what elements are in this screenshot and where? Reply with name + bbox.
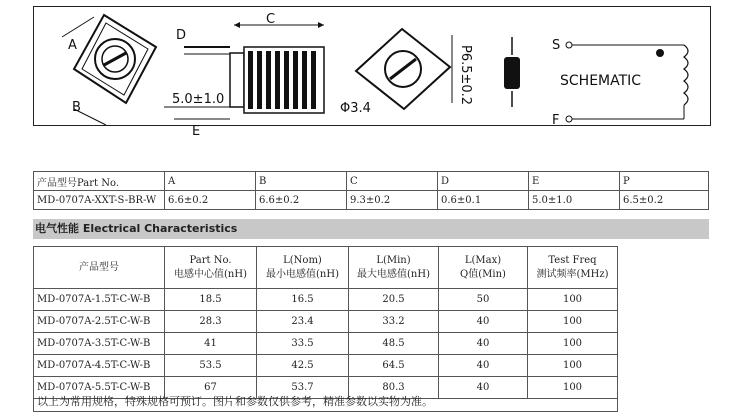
table-cell: 18.5 (165, 289, 257, 311)
table-row (34, 355, 618, 377)
header-cell: A (165, 172, 256, 191)
table-cell: 28.3 (165, 311, 257, 333)
table-cell: 40 (439, 377, 528, 399)
schematic-s-label: S (552, 38, 561, 53)
section-title: 电气性能 Electrical Characteristics (33, 219, 709, 239)
schematic-f-label: F (552, 113, 560, 128)
table-cell: 6.6±0.2 (165, 191, 256, 210)
table-cell: 100 (528, 289, 618, 311)
table-cell: 53.5 (165, 355, 257, 377)
table-cell: 41 (165, 333, 257, 355)
table-cell: 67 (165, 377, 257, 399)
table-header-row (34, 247, 618, 289)
table-header-row (34, 172, 709, 191)
header-cell: Test Freq 测试频率(MHz) (528, 247, 618, 289)
table-cell: 80.3 (349, 377, 439, 399)
header-cell: L(Max) Q值(Min) (439, 247, 528, 289)
table-cell: 53.7 (257, 377, 349, 399)
table-cell: 64.5 (349, 355, 439, 377)
table-cell: 40 (439, 333, 528, 355)
dim-label-e: E (192, 124, 201, 139)
table-cell: 100 (528, 333, 618, 355)
header-cell: B (256, 172, 347, 191)
table-cell: 100 (528, 377, 618, 399)
table-note: 以上为常用规格，特殊规格可预订。图片和参数仅供参考，精准参数以实物为准。 (33, 392, 618, 412)
table-row (34, 289, 618, 311)
table-cell: 100 (528, 311, 618, 333)
table-row (34, 191, 709, 210)
table-cell: 50 (439, 289, 528, 311)
dim-label-a: A (68, 38, 77, 53)
table-row (34, 311, 618, 333)
table-cell: 40 (439, 355, 528, 377)
table-cell: 48.5 (349, 333, 439, 355)
table-cell: 33.2 (349, 311, 439, 333)
table-cell: MD-0707A-4.5T-C-W-B (34, 355, 165, 377)
header-cell: D (438, 172, 529, 191)
table-cell: MD-0707A-1.5T-C-W-B (34, 289, 165, 311)
table-cell: 0.6±0.1 (438, 191, 529, 210)
schematic (552, 38, 688, 128)
table-cell: 16.5 (257, 289, 349, 311)
table-cell: 100 (528, 355, 618, 377)
header-cell: Part No. 电感中心值(nH) (165, 247, 257, 289)
schematic-title: SCHEMATIC (560, 73, 642, 89)
header-cell: C (347, 172, 438, 191)
side-view (164, 12, 324, 139)
technical-drawing (33, 6, 711, 139)
table-cell: 40 (439, 311, 528, 333)
header-cell: L(Min) 最大电感值(nH) (349, 247, 439, 289)
dim-label-hole: Φ3.4 (340, 101, 371, 116)
electrical-table (33, 246, 618, 399)
table-cell: 33.5 (257, 333, 349, 355)
table-cell: 23.4 (257, 311, 349, 333)
dim-label-d: D (176, 28, 187, 43)
header-cell: P (620, 172, 709, 191)
table-cell: 20.5 (349, 289, 439, 311)
dim-label-c: C (266, 12, 276, 27)
table-cell: 6.6±0.2 (256, 191, 347, 210)
table-cell: 9.3±0.2 (347, 191, 438, 210)
table-cell: MD-0707A-2.5T-C-W-B (34, 311, 165, 333)
dim-label-lead: 5.0±1.0 (172, 92, 225, 107)
header-cell: L(Nom) 最小电感值(nH) (257, 247, 349, 289)
header-cell: 产品型号 (34, 247, 165, 289)
dimensions-table (33, 171, 709, 210)
dim-label-b: B (72, 100, 81, 115)
table-row (34, 333, 618, 355)
header-cell: 产品型号Part No. (34, 172, 165, 191)
table-cell: MD-0707A-XXT-S-BR-W (34, 191, 165, 210)
header-cell: E (529, 172, 620, 191)
top-view (340, 29, 473, 116)
table-cell: 42.5 (257, 355, 349, 377)
table-cell: MD-0707A-3.5T-C-W-B (34, 333, 165, 355)
front-view (62, 15, 156, 125)
table-cell: MD-0707A-5.5T-C-W-B (34, 377, 165, 399)
table-cell: 5.0±1.0 (529, 191, 620, 210)
coil-symbol (504, 37, 520, 107)
dim-label-pitch: P6.5±0.2 (458, 45, 473, 106)
dimension-drawing (34, 7, 712, 139)
table-cell: 6.5±0.2 (620, 191, 709, 210)
polarity-dot (656, 49, 664, 57)
